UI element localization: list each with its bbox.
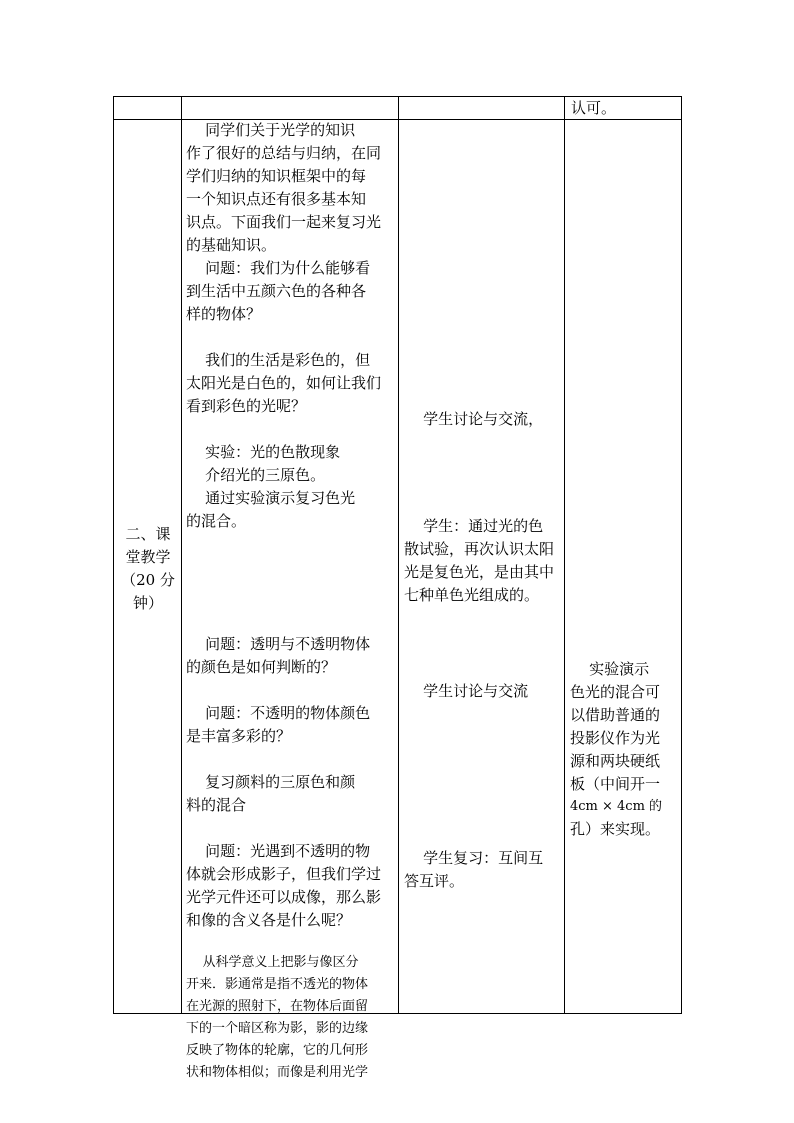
text-line: 反映了物体的轮廓，它的几何形 <box>186 1043 369 1058</box>
text-line: 太阳光是白色的，如何让我们 <box>186 374 382 392</box>
teacher-question-2 <box>186 633 398 679</box>
text-line: 以借助普通的 <box>570 706 661 724</box>
text-line: 学生讨论与交流 <box>404 682 529 700</box>
text-line: 七种单色光组成的。 <box>404 586 540 604</box>
text-line: 从科学意义上把影与像区分 <box>186 955 359 970</box>
text-line: 问题：不透明的物体颜色 <box>186 704 371 722</box>
text-line: 我们的生活是彩色的，但 <box>186 351 371 369</box>
top-row-note-cell <box>571 97 681 120</box>
lesson-plan-table <box>113 96 682 1080</box>
text-line: 光是复色光，是由其中 <box>404 563 555 581</box>
text-line: 识点。下面我们一起来复习光 <box>186 213 382 231</box>
text-line: 源和两块硬纸 <box>570 752 661 770</box>
text-line: 学生复习：互间互 <box>404 849 544 867</box>
teacher-review <box>186 771 398 817</box>
teacher-intro-paragraph <box>186 119 398 257</box>
text-line: 到生活中五颜六色的各种各 <box>186 282 367 300</box>
teacher-paragraph-2 <box>186 349 398 418</box>
text-line: 光学元件还可以成像，那么影 <box>186 888 382 906</box>
student-activity-1 <box>404 408 564 431</box>
text-line: 色光的混合可 <box>570 683 661 701</box>
text-line: 一个知识点还有很多基本知 <box>186 190 367 208</box>
text-line: 介绍光的三原色。 <box>186 466 326 484</box>
student-activity-3 <box>404 680 564 703</box>
section-label-line: 钟） <box>132 594 163 612</box>
student-activity-4 <box>404 847 564 893</box>
teacher-activity-cell <box>186 119 398 1084</box>
text-line: 4cm × 4cm 的 <box>570 799 663 814</box>
text-line: 料的混合 <box>186 796 247 814</box>
text-line: 问题：我们为什么能够看 <box>186 259 371 277</box>
text-line: 同学们关于光学的知识 <box>186 121 356 139</box>
text-line: 通过实验演示复习色光 <box>186 489 356 507</box>
text-line: 下的一个暗区称为影，影的边缘 <box>186 1021 369 1036</box>
section-label-line: 二、课 <box>125 525 171 543</box>
column-divider <box>564 97 565 1013</box>
text-line: 和像的含义各是什么呢？ <box>186 911 352 929</box>
text-line: 实验：光的色散现象 <box>186 443 341 461</box>
text-line: 问题：光遇到不透明的物 <box>186 842 371 860</box>
text-line: 孔）来实现。 <box>570 820 661 838</box>
section-label-line: 堂教学 <box>125 548 171 566</box>
section-label-line: （20 分 <box>121 571 175 589</box>
text-line: 问题：透明与不透明物体 <box>186 635 371 653</box>
text-line: 学生：通过光的色 <box>404 517 544 535</box>
text-line: 是丰富多彩的？ <box>186 727 292 745</box>
text-line: 作了很好的总结与归纳，在同 <box>186 144 382 162</box>
text-line: 的混合。 <box>186 512 247 530</box>
teacher-explanation <box>186 952 398 1084</box>
top-row-note-text: 认可。 <box>571 99 617 117</box>
text-line: 状和物体相似；而像是利用光学 <box>186 1065 369 1080</box>
teacher-question-1 <box>186 257 398 326</box>
text-line: 看到彩色的光呢？ <box>186 397 307 415</box>
column-divider <box>398 97 399 1013</box>
notes-cell <box>570 658 682 841</box>
text-line: 的基础知识。 <box>186 236 277 254</box>
text-line: 实验演示 <box>570 660 650 678</box>
text-line: 的颜色是如何判断的？ <box>186 658 337 676</box>
teacher-question-4 <box>186 840 398 932</box>
student-activity-2 <box>404 515 564 607</box>
section-label-cell <box>115 523 181 615</box>
text-line: 在光源的照射下，在物体后面留 <box>186 999 369 1014</box>
teacher-experiment <box>186 441 398 533</box>
text-line: 学生讨论与交流， <box>404 410 544 428</box>
text-line: 投影仪作为光 <box>570 729 661 747</box>
text-line: 样的物体？ <box>186 305 262 323</box>
text-line: 开来．影通常是指不透光的物体 <box>186 977 369 992</box>
text-line: 复习颜料的三原色和颜 <box>186 773 356 791</box>
text-line: 板（中间开一 <box>570 775 661 793</box>
text-line: 答互评。 <box>404 872 465 890</box>
teacher-question-3 <box>186 702 398 748</box>
text-line: 学们归纳的知识框架中的每 <box>186 167 367 185</box>
text-line: 散试验，再次认识太阳 <box>404 540 555 558</box>
text-line: 体就会形成影子，但我们学过 <box>186 865 382 883</box>
column-divider <box>181 97 182 1013</box>
